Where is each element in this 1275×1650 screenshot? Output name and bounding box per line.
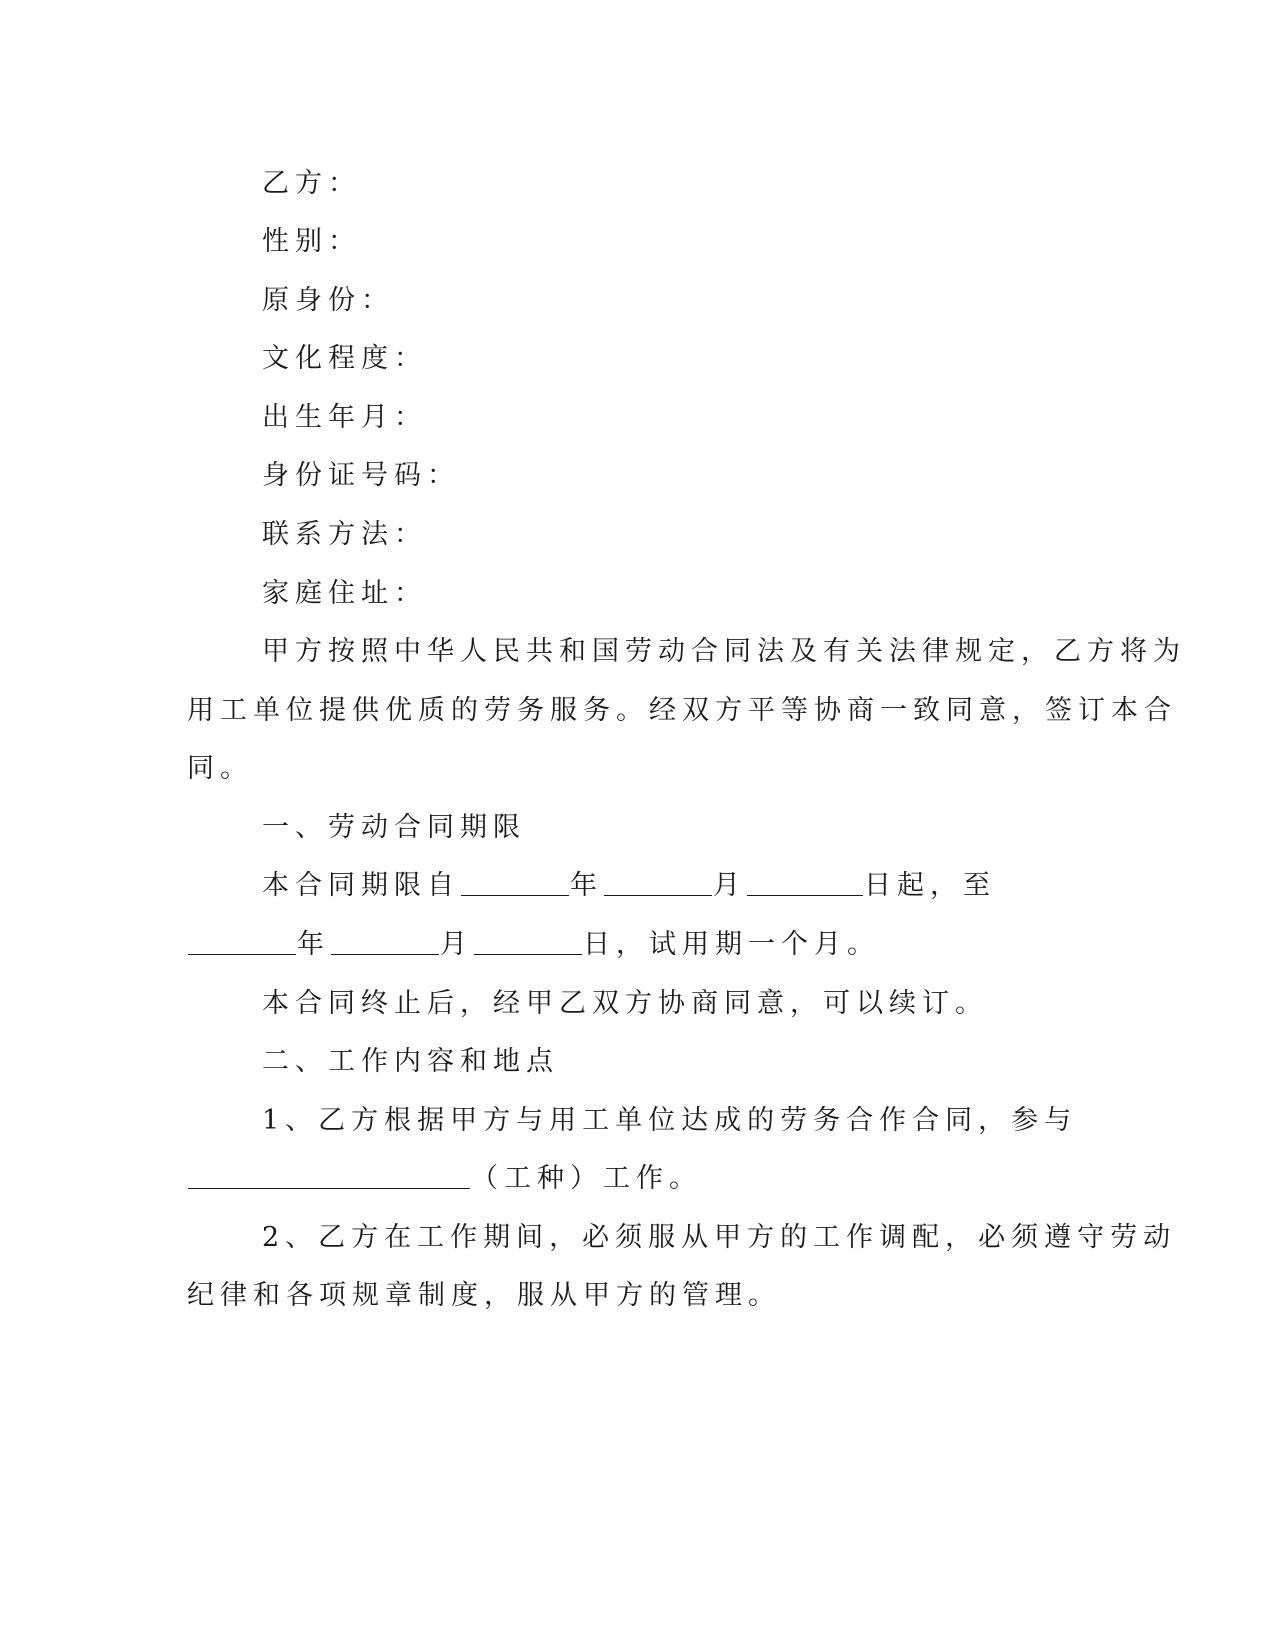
term-start-line	[262, 868, 996, 904]
renewal-clause: 本合同终止后，经甲乙双方协商同意，可以续订。	[262, 988, 988, 1019]
section-1-heading: 一、劳动合同期限	[262, 812, 526, 843]
item-2-line-2: 纪律和各项规章制度，服从甲方的管理。	[187, 1280, 781, 1311]
id-number-label: 身份证号码：	[262, 460, 460, 491]
end-day-blank[interactable]	[474, 928, 582, 955]
section-2-heading: 二、工作内容和地点	[262, 1046, 559, 1077]
original-identity-label: 原身份：	[262, 285, 394, 316]
contact-label: 联系方法：	[262, 519, 427, 550]
year-label: 年	[297, 929, 330, 960]
year-label: 年	[570, 870, 603, 901]
end-month-blank[interactable]	[331, 928, 439, 955]
birth-label: 出生年月：	[262, 402, 427, 433]
job-type-blank[interactable]	[188, 1162, 470, 1189]
item-1-line-1: 1、乙方根据甲方与用工单位达成的劳务合作合同，参与	[262, 1105, 1078, 1136]
start-year-blank[interactable]	[461, 869, 569, 896]
day-to-label: 日，试用期一个月。	[583, 929, 880, 960]
preamble-line-3: 同。	[187, 753, 253, 784]
party-b-label: 乙方：	[262, 168, 361, 199]
start-month-blank[interactable]	[604, 869, 712, 896]
preamble-line-2: 用工单位提供优质的劳务服务。经双方平等协商一致同意，签订本合	[187, 695, 1177, 726]
education-label: 文化程度：	[262, 343, 427, 374]
job-type-suffix: （工种）工作。	[471, 1163, 702, 1194]
day-from-label: 日起，至	[864, 870, 996, 901]
gender-label: 性别：	[262, 226, 361, 257]
start-day-blank[interactable]	[747, 869, 863, 896]
month-label: 月	[440, 929, 473, 960]
month-label: 月	[713, 870, 746, 901]
address-label: 家庭住址：	[262, 578, 427, 609]
preamble-line-1: 甲方按照中华人民共和国劳动合同法及有关法律规定，乙方将为	[262, 636, 1186, 667]
term-prefix: 本合同期限自	[262, 870, 460, 901]
term-end-line	[187, 927, 880, 963]
item-1-line-2	[187, 1161, 702, 1197]
end-year-blank[interactable]	[188, 928, 296, 955]
item-2-line-1: 2、乙方在工作期间，必须服从甲方的工作调配，必须遵守劳动	[262, 1222, 1177, 1253]
